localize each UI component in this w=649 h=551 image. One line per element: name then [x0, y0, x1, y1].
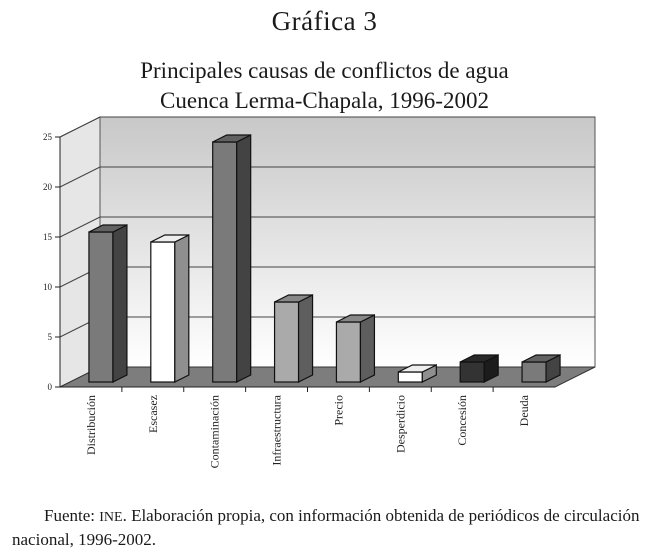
bar-side — [360, 315, 374, 382]
floor — [60, 367, 595, 387]
category-label: Desperdicio — [393, 395, 408, 453]
bar-side — [113, 225, 127, 382]
category-label: Deuda — [517, 395, 532, 427]
bar-side — [175, 235, 189, 382]
y-tick-label: 20 — [43, 182, 52, 192]
source-org: INE — [99, 510, 123, 525]
y-tick-label: 5 — [47, 332, 52, 342]
category-label: Concesión — [455, 395, 470, 446]
bar — [151, 235, 189, 382]
bar-front — [398, 372, 422, 382]
bar — [213, 135, 251, 382]
bar-front — [522, 362, 546, 382]
category-label: Distribución — [83, 395, 98, 455]
bar — [275, 295, 313, 382]
bar-front — [336, 322, 360, 382]
source-text: . Elaboración propia, con información obtenida de periódicos de circulación nacional, 1996-2002. — [12, 506, 640, 549]
category-label: Contaminación — [207, 395, 222, 469]
bar-front — [89, 232, 113, 382]
y-tick-label: 10 — [43, 282, 52, 292]
bar-front — [460, 362, 484, 382]
y-tick-label: 25 — [43, 132, 52, 142]
category-label: Precio — [331, 395, 346, 426]
bar-front — [275, 302, 299, 382]
source-note — [12, 505, 642, 551]
source-prefix: Fuente: — [44, 506, 100, 525]
chart-subtitle: Cuenca Lerma-Chapala, 1996-2002 — [160, 88, 489, 113]
bar-front — [151, 242, 175, 382]
bar — [336, 315, 374, 382]
bar — [522, 355, 560, 382]
category-label: Infraestructura — [269, 395, 284, 466]
chart-title: Principales causas de conflictos de agua — [140, 58, 509, 83]
bar-side — [299, 295, 313, 382]
bar-front — [213, 142, 237, 382]
y-tick-label: 15 — [43, 232, 52, 242]
y-tick-label: 0 — [47, 382, 52, 392]
bar — [460, 355, 498, 382]
category-label: Escasez — [145, 395, 160, 433]
bar — [89, 225, 127, 382]
figure-label: Gráfica 3 — [271, 6, 378, 36]
bar-side — [237, 135, 251, 382]
